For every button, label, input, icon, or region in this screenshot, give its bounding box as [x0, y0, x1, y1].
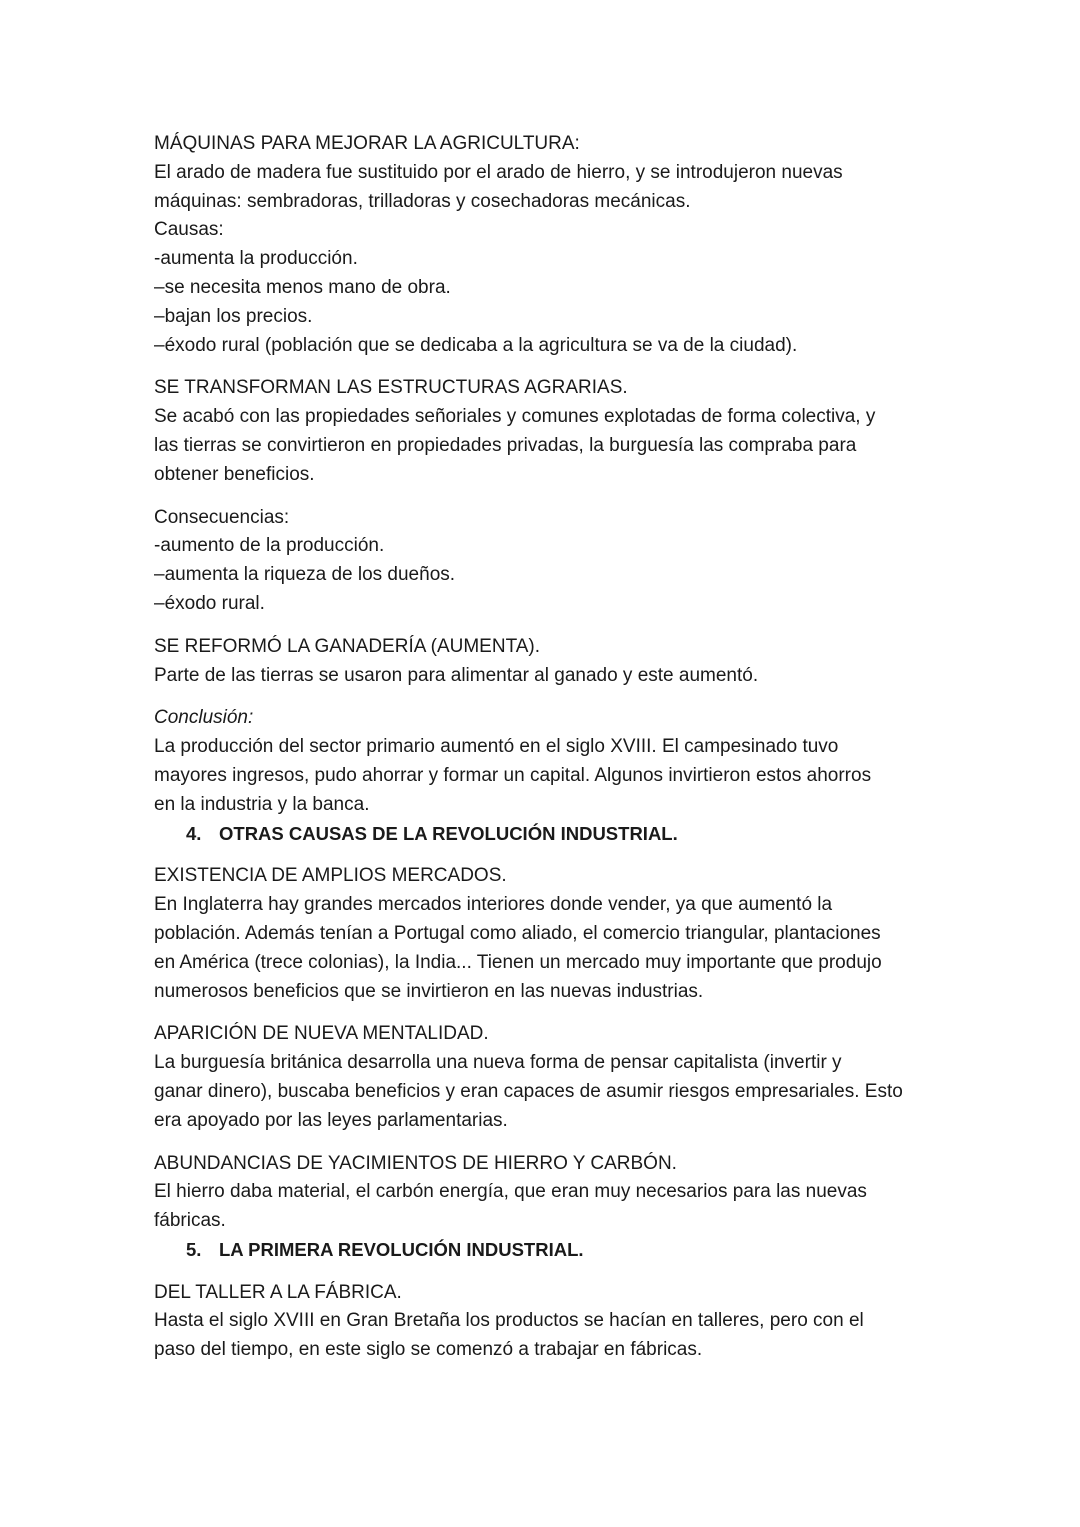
subheading: SE TRANSFORMAN LAS ESTRUCTURAS AGRARIAS.: [154, 377, 628, 399]
text-line: máquinas: sembradoras, trilladoras y cosechadoras mecánicas.: [154, 190, 691, 212]
text-line: El arado de madera fue sustituido por el arado de hierro, y se introdujeron nuevas: [154, 161, 843, 183]
spacer: [154, 1265, 944, 1279]
subheading: APARICIÓN DE NUEVA MENTALIDAD.: [154, 1023, 489, 1045]
text-line: era apoyado por las leyes parlamentarias.: [154, 1109, 508, 1131]
text-line: mayores ingresos, pudo ahorrar y formar un capital. Algunos invirtieron estos ahorros: [154, 764, 872, 786]
section-heading-4: [154, 820, 944, 849]
subheading: EXISTENCIA DE AMPLIOS MERCADOS.: [154, 865, 507, 887]
text-line: paso del tiempo, en este siglo se comenzó a trabajar en fábricas.: [154, 1339, 703, 1361]
spacer: [154, 360, 944, 374]
paragraph-mentalidad: [154, 1020, 944, 1135]
text-line: ganar dinero), buscaba beneficios y eran capaces de asumir riesgos empresariales. Esto: [154, 1080, 903, 1102]
subheading: ABUNDANCIAS DE YACIMIENTOS DE HIERRO Y CARBÓN.: [154, 1152, 677, 1174]
section-number: 5.: [186, 1238, 202, 1260]
text-line: numerosos beneficios que se invirtieron en las nuevas industrias.: [154, 980, 704, 1002]
text-line: en la industria y la banca.: [154, 793, 370, 815]
text-line: Causas:: [154, 219, 224, 241]
text-line: obtener beneficios.: [154, 463, 315, 485]
section-title: LA PRIMERA REVOLUCIÓN INDUSTRIAL.: [219, 1238, 584, 1260]
spacer: [154, 1136, 944, 1150]
list-item: -aumenta la producción.: [154, 248, 358, 270]
text-line: las tierras se convirtieron en propiedades privadas, la burguesía las compraba para: [154, 434, 857, 456]
text-line: En Inglaterra hay grandes mercados interiores donde vender, ya que aumentó la: [154, 894, 833, 916]
paragraph-estructuras: [154, 374, 944, 489]
spacer: [154, 1006, 944, 1020]
text-line: Hasta el siglo XVIII en Gran Bretaña los productos se hacían en talleres, pero con el: [154, 1310, 864, 1332]
paragraph-mercados: [154, 862, 944, 1006]
text-line: fábricas.: [154, 1210, 226, 1232]
paragraph-maquinas: [154, 130, 944, 360]
paragraph-consecuencias: [154, 504, 944, 619]
spacer: [154, 619, 944, 633]
spacer: [154, 490, 944, 504]
list-item: –éxodo rural (población que se dedicaba a la agricultura se va de la ciudad).: [154, 334, 798, 356]
paragraph-ganaderia: [154, 633, 944, 691]
conclusion-label: Conclusión:: [154, 707, 254, 729]
paragraph-conclusion: [154, 704, 944, 819]
text-line: Se acabó con las propiedades señoriales y comunes explotadas de forma colectiva, y: [154, 406, 876, 428]
text-line: La burguesía británica desarrolla una nueva forma de pensar capitalista (invertir y: [154, 1052, 842, 1074]
document-content: [154, 130, 944, 1365]
subheading: DEL TALLER A LA FÁBRICA.: [154, 1281, 402, 1303]
paragraph-taller: [154, 1279, 944, 1365]
text-line: El hierro daba material, el carbón energía, que eran muy necesarios para las nuevas: [154, 1181, 867, 1203]
spacer: [154, 848, 944, 862]
list-item: -aumento de la producción.: [154, 535, 385, 557]
text-line: población. Además tenían a Portugal como aliado, el comercio triangular, plantaciones: [154, 922, 881, 944]
text-line: La producción del sector primario aumentó en el siglo XVIII. El campesinado tuvo: [154, 736, 839, 758]
subheading: SE REFORMÓ LA GANADERÍA (AUMENTA).: [154, 635, 541, 657]
spacer: [154, 690, 944, 704]
subheading: MÁQUINAS PARA MEJORAR LA AGRICULTURA:: [154, 133, 580, 154]
section-heading-5: [154, 1236, 944, 1265]
list-item: –aumenta la riqueza de los dueños.: [154, 564, 456, 586]
list-item: –bajan los precios.: [154, 305, 313, 327]
text-line: Consecuencias:: [154, 506, 290, 528]
list-item: –se necesita menos mano de obra.: [154, 276, 451, 298]
list-item: –éxodo rural.: [154, 592, 265, 614]
text-line: Parte de las tierras se usaron para alimentar al ganado y este aumentó.: [154, 664, 759, 686]
paragraph-yacimientos: [154, 1150, 944, 1236]
section-number: 4.: [186, 822, 202, 844]
text-line: en América (trece colonias), la India... Tienen un mercado muy importante que produjo: [154, 951, 882, 973]
section-title: OTRAS CAUSAS DE LA REVOLUCIÓN INDUSTRIAL.: [219, 822, 678, 844]
